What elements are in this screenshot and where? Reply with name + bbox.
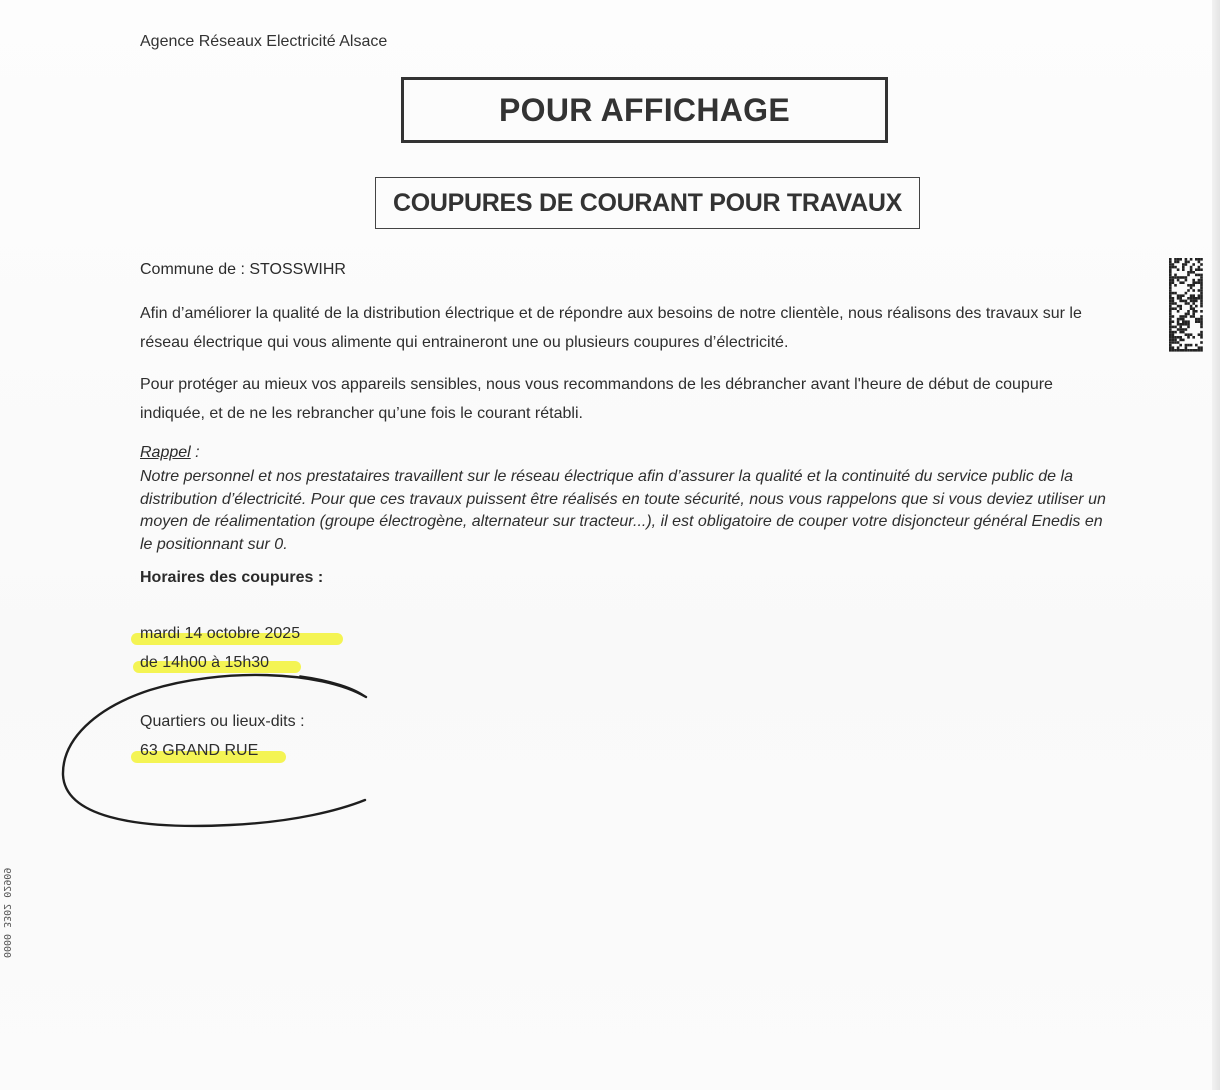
schedule-heading: Horaires des coupures : xyxy=(140,569,324,586)
agency-name: Agence Réseaux Electricité Alsace xyxy=(140,33,388,50)
display-notice-title: POUR AFFICHAGE xyxy=(498,91,790,128)
side-reference-code: 0000 3302 02909 xyxy=(1,867,12,958)
outage-location: 63 GRAND RUE xyxy=(140,742,259,759)
reminder-text: Notre personnel et nos prestataires travaillent sur le réseau électrique afin d’assurer la qualité et la continuité du service public de la distribution d’électricité. Pour que ces travaux puissent être réalisés en toute sécurité, nous vous rappelons que si vous deviez utiliser un moyen de réalimentation (groupe électrogène, alternateur sur tracteur...), il est obligatoire de couper votre disjoncteur général Enedis en le positionnant sur 0. xyxy=(140,468,1106,553)
outage-time: de 14h00 à 15h30 xyxy=(140,654,270,671)
outage-title: COUPURES DE COURANT POUR TRAVAUX xyxy=(393,188,902,217)
intro-paragraph: Afin d’améliorer la qualité de la distribution électrique et de répondre aux besoins de notre clientèle, nous réalisons des travaux sur le réseau électrique qui vous alimente qui entraineront une ou plusieurs coupures d’électricité. xyxy=(140,305,1082,351)
reminder-colon: : xyxy=(190,444,200,461)
reminder-label: Rappel xyxy=(140,444,191,461)
advice-paragraph: Pour protéger au mieux vos appareils sensibles, nous vous recommandons de les débrancher avant l'heure de début de coupure indiquée, et de ne les rebrancher qu’une fois le courant rétabli. xyxy=(140,376,1053,422)
commune-line: Commune de : STOSSWIHR xyxy=(140,261,346,278)
locations-label: Quartiers ou lieux-dits : xyxy=(140,713,305,730)
outage-date: mardi 14 octobre 2025 xyxy=(140,625,301,642)
